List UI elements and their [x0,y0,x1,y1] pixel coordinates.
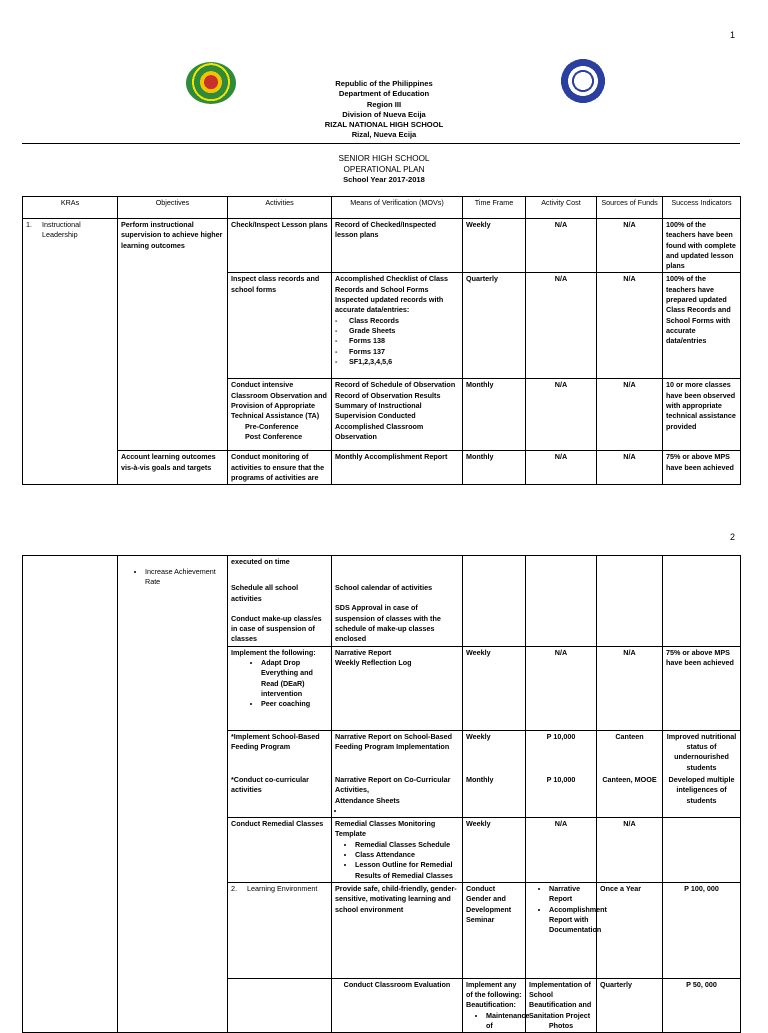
success-cell: 10 or more classes have been observed with appropriate technical assistance provided [663,379,741,451]
kra-cell [228,882,332,978]
activity-text: executed on time [231,557,290,566]
mov-cell [332,273,463,379]
list-item: • Accomplishment Report with Documentation [549,905,593,936]
source-cell: Canteen, MOOE [597,774,663,818]
list-item [345,806,459,816]
col-header-time-frame: Time Frame [463,197,526,219]
kra-cell [23,556,118,1033]
mov-text: Inspected updated records with accurate data/entries: [335,295,444,315]
mov-cell: Narrative Report on School-Based Feeding Program Implementation [332,730,463,774]
cost-cell: N/A [526,219,597,273]
activity-text: Beautification: [466,1000,516,1010]
cost-cell: N/A [526,818,597,883]
activity-cell: *Conduct co-curricular activities [228,774,332,818]
time-cell: Monthly [463,774,526,818]
activity-cell: Inspect class records and school forms [228,273,332,379]
success-cell: Developed multiple inteligences of students [663,774,741,818]
mov-text: SDS Approval in case of suspension of classes with the schedule of make-up classes enclosed [335,603,441,644]
mov-list [335,806,459,816]
list-item: • Peer coaching [261,699,328,709]
activity-list [231,658,328,709]
time-cell: Weekly [463,818,526,883]
time-cell: Quarterly [597,978,663,1032]
source-cell: N/A [597,273,663,379]
table-row [23,556,741,647]
table-row [23,219,741,273]
mov-text: Narrative Report on Co-Curricular Activities, [335,774,451,795]
operational-plan-table-page2 [22,555,741,1033]
cost-cell [526,556,597,647]
time-cell [463,556,526,647]
cost-cell: N/A [526,273,597,379]
time-cell: Weekly [463,730,526,774]
objective-cell [118,556,228,1033]
activity-cell [463,978,530,1032]
source-cell: N/A [597,219,663,273]
list-item: - SF1,2,3,4,5,6 [349,357,459,367]
cost-cell: N/A [526,451,597,485]
mov-text: Attendance Sheets [335,795,400,805]
cost-cell: P 10,000 [526,774,597,818]
time-cell: Monthly [463,451,526,485]
kra-cell [23,219,118,485]
activity-list [466,1010,530,1032]
activity-cell: *Implement School-Based Feeding Program [228,730,332,774]
page-number: 1 [730,30,736,40]
activity-subtext: Post Conference [245,431,303,441]
source-cell: N/A [597,451,663,485]
cost-cell: N/A [526,379,597,451]
objective-list [121,567,224,588]
objective-cell: Perform instructional supervision to achieve higher learning outcomes [118,219,228,451]
list-item: • Lesson Outline for Remedial Results of Remedial Classes [355,860,459,881]
mov-cell: Monthly Accomplishment Report [332,451,463,485]
mov-text: Photos [548,1020,574,1030]
header-line: Division of Nueva Ecija [342,109,426,119]
cost-cell: P 50, 000 [663,978,741,1032]
activity-text: Implement the following: [231,647,316,657]
kra-number: 2. [231,883,237,893]
header-line: Republic of the Philippines [335,79,433,88]
time-cell: Weekly [463,219,526,273]
header-divider [22,143,740,144]
mov-cell [332,556,463,647]
objective-cell: Account learning outcomes vis-à-vis goals and targets [118,451,228,485]
list-item: • Class Attendance [355,850,459,860]
source-cell: N/A [597,818,663,883]
mov-list [529,883,607,935]
activity-cell: Conduct monitoring of activities to ensure that the programs of activities are [228,451,332,485]
time-cell: Weekly [463,646,526,730]
list-item: • Increase Achievement Rate [145,567,224,588]
col-header-kras: KRAs [23,197,118,219]
success-cell [663,556,741,647]
success-cell [663,818,741,883]
header-line: Region III [366,99,402,109]
mov-text: Accomplished Checklist of Class Records and School Forms [335,274,449,294]
cost-cell: N/A [526,646,597,730]
success-cell: 75% or above MPS have been achieved [663,451,741,485]
col-header-sources: Sources of Funds [597,197,663,219]
title-line: OPERATIONAL PLAN [343,164,425,174]
col-header-activity-cost: Activity Cost [526,197,597,219]
activity-cell [228,646,332,730]
activity-cell [228,556,332,647]
header-line: Rizal, Nueva Ecija [351,130,417,140]
cost-cell: P 100, 000 [663,882,741,978]
success-cell: 100% of the teachers have prepared updated Class Records and School Forms with accurate data/entries [663,273,741,379]
source-cell [597,556,663,647]
mov-cell: Record of Checked/Inspected lesson plans [332,219,463,273]
col-header-activities: Activities [228,197,332,219]
success-cell: 100% of the teachers have been found with complete and updated lesson plans [663,219,741,273]
kra-number: 1. [26,220,32,229]
mov-list [335,316,459,367]
activity-subtext: Pre-Conference [245,421,299,431]
objective-cell: Provide safe, child-friendly, gender-sensitive, motivating learning and school environment [332,882,463,978]
mov-cell [526,978,597,1032]
list-item: - Forms 138 [349,336,459,346]
activity-text: Conduct make-up class/es in case of suspension of classes [231,613,322,644]
kra-label: Learning Environment [247,883,318,893]
source-cell: Canteen [597,730,663,774]
source-cell: N/A [597,379,663,451]
title-line: SENIOR HIGH SCHOOL [338,154,430,163]
time-cell: Quarterly [463,273,526,379]
letterhead [0,79,768,141]
activity-text: Implement any of the following: [466,979,522,999]
mov-cell [332,774,463,818]
kra-label: Instructional Leadership [42,220,81,240]
activity-text: Conduct intensive Classroom Observation and Provision of Appropriate Technical Assistance (TA) [231,380,327,421]
source-cell: N/A [597,646,663,730]
activity-cell: Check/Inspect Lesson plans [228,219,332,273]
col-header-success: Success Indicators [663,197,741,219]
mov-cell [526,882,607,978]
activity-cell: Conduct Remedial Classes [228,818,332,883]
mov-text: Remedial Classes Monitoring Template [335,819,436,839]
mov-text: Narrative Report [335,647,392,657]
mov-cell [332,646,463,730]
col-header-objectives: Objectives [118,197,228,219]
activity-cell: Conduct Gender and Development Seminar [463,882,526,978]
list-item: - Grade Sheets [349,326,459,336]
mov-text: School calendar of activities [335,583,433,592]
activity-cell [228,379,332,451]
cost-cell: P 10,000 [526,730,597,774]
list-item: - Forms 137 [349,347,459,357]
school-year: School Year 2017-2018 [343,175,425,184]
mov-list [335,840,459,881]
list-item: • Remedial Classes Schedule [355,840,459,850]
operational-plan-table-page1 [22,196,741,485]
list-item: • Narrative Report [549,884,593,905]
header-line: Department of Education [338,89,430,99]
mov-cell: Record of Schedule of Observation Record of Observation Results Summary of Instructional Supervision Conducted Accomplished Classroom Observation [332,379,463,451]
mov-cell [332,818,463,883]
list-item: • Adapt Drop Everything and Read (DEaR) intervention [261,658,328,699]
col-header-movs: Means of Verification (MOVs) [332,197,463,219]
mov-text: Weekly Reflection Log [335,658,412,668]
success-cell: 75% or above MPS have been achieved [663,646,741,730]
list-item: - Class Records [349,316,459,326]
time-cell: Monthly [463,379,526,451]
mov-text: Implementation of School Beautification and Sanitation Project [529,979,592,1020]
kra-cell [228,978,332,1032]
time-cell: Once a Year [597,882,663,978]
page-number: 2 [730,532,736,542]
table-row [23,451,741,485]
success-cell: Improved nutritional status of undernourished students [663,730,741,774]
header-line: RIZAL NATIONAL HIGH SCHOOL [324,120,444,130]
document-title [0,154,768,186]
objective-cell: Conduct Classroom Evaluation [332,978,463,1032]
activity-text: Schedule all school activities [231,583,299,603]
list-item: • Maintenance of [486,1011,522,1032]
